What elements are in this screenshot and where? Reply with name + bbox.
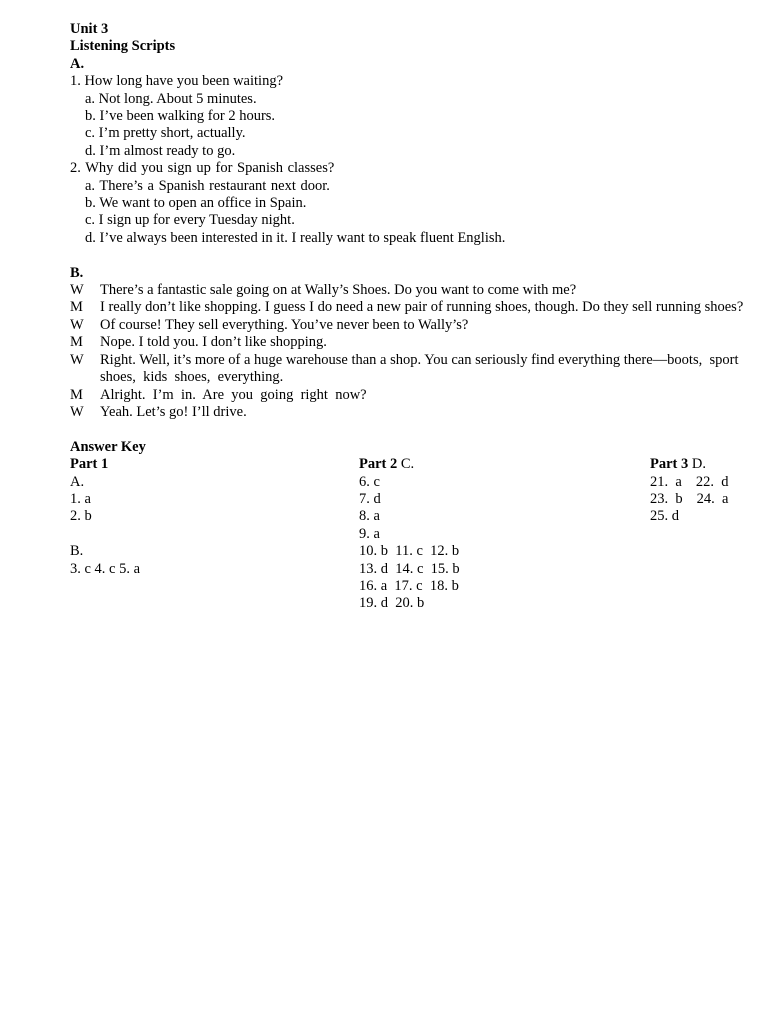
part1-b-label: B. xyxy=(70,543,84,560)
part1-a-label: A. xyxy=(70,473,85,490)
question-block xyxy=(70,160,750,247)
spacer xyxy=(70,247,750,264)
speaker-label: M xyxy=(70,386,83,403)
speech-text: I really don’t like shopping. I guess I do need a new pair of running shoes, though. Do they sell running shoes? xyxy=(100,299,744,316)
answer-key-title: Answer Key xyxy=(70,438,146,455)
speech-text: Nope. I told you. I don’t like shopping. xyxy=(100,334,327,351)
speaker-label: M xyxy=(70,299,83,316)
dialogue-line xyxy=(70,299,750,316)
answer-option: d. I’ve always been interested in it. I really want to speak fluent English. xyxy=(85,229,506,246)
answer-option: c. I’m pretty short, actually. xyxy=(85,125,246,142)
answer-item: 13. d 14. c 15. b xyxy=(359,560,460,577)
speaker-label: M xyxy=(70,334,83,351)
answer-option: d. I’m almost ready to go. xyxy=(85,142,236,159)
answer-item: 16. a 17. c 18. b xyxy=(359,577,459,594)
speaker-label: W xyxy=(70,351,84,368)
answer-item: 19. d 20. b xyxy=(359,595,425,612)
answer-item: 9. a xyxy=(359,525,380,542)
part-a-label: A. xyxy=(70,55,85,72)
part2-sub-label: C. xyxy=(400,456,415,473)
answer-item: 21. a xyxy=(650,473,682,490)
answer-item: 7. d xyxy=(359,490,381,507)
answer-item: 25. d xyxy=(650,508,679,525)
answer-item: 3. c 4. c 5. a xyxy=(70,560,141,577)
dialogue-line xyxy=(70,387,750,404)
answer-item: 1. a xyxy=(70,490,91,507)
answer-row xyxy=(650,474,728,491)
answer-item: 6. c xyxy=(359,473,380,490)
answer-item: 24. a xyxy=(696,490,729,507)
dialogue-line xyxy=(70,282,750,299)
speech-text: Right. Well, it’s more of a huge warehouse than a shop. You can seriously find everything there—boots, sport shoes, kids shoes, everything. xyxy=(100,351,746,386)
answer-option: a. Not long. About 5 minutes. xyxy=(85,90,257,107)
answer-key-part2 xyxy=(359,456,460,613)
dialogue-line xyxy=(70,352,750,387)
part2-heading: Part 2 xyxy=(359,456,398,473)
part3-heading-line xyxy=(650,456,728,473)
answer-row xyxy=(650,508,728,525)
speaker-label: W xyxy=(70,282,84,299)
dialogue-line xyxy=(70,334,750,351)
part3-heading: Part 3 xyxy=(650,456,689,473)
answer-item: 8. a xyxy=(359,508,380,525)
question-text: 2. Why did you sign up for Spanish classes? xyxy=(70,160,335,177)
dialogue-line xyxy=(70,317,750,334)
answer-item: 23. b xyxy=(650,490,683,507)
part3-sub-label: D. xyxy=(691,456,706,473)
question-text: 1. How long have you been waiting? xyxy=(70,73,284,90)
speech-text: There’s a fantastic sale going on at Wally’s Shoes. Do you want to come with me? xyxy=(100,282,577,299)
speech-text: Alright. I’m in. Are you going right now? xyxy=(100,386,367,403)
question-block xyxy=(70,73,750,160)
answer-option: a. There’s a Spanish restaurant next door. xyxy=(85,177,330,194)
section-title: Listening Scripts xyxy=(70,38,176,55)
answer-option: b. I’ve been walking for 2 hours. xyxy=(85,108,276,125)
part-b-label: B. xyxy=(70,264,84,281)
answer-option: c. I sign up for every Tuesday night. xyxy=(85,212,295,229)
answer-key-part1 xyxy=(70,456,140,578)
spacer xyxy=(70,526,140,543)
answer-key-part3 xyxy=(650,456,728,526)
spacer xyxy=(70,421,750,438)
answer-item: 10. b 11. c 12. b xyxy=(359,543,460,560)
part2-heading-line xyxy=(359,456,460,473)
answer-item: 2. b xyxy=(70,508,92,525)
listening-scripts-document xyxy=(70,21,750,636)
speech-text: Yeah. Let’s go! I’ll drive. xyxy=(100,403,247,420)
unit-title: Unit 3 xyxy=(70,21,109,37)
answer-option: b. We want to open an office in Spain. xyxy=(85,195,307,212)
speaker-label: W xyxy=(70,316,84,333)
dialogue xyxy=(70,282,750,421)
part1-heading: Part 1 xyxy=(70,456,109,473)
speaker-label: W xyxy=(70,403,84,420)
answer-key-columns xyxy=(70,456,750,636)
answer-item: 22. d xyxy=(695,473,729,490)
dialogue-line xyxy=(70,404,750,421)
speech-text: Of course! They sell everything. You’ve never been to Wally’s? xyxy=(100,316,469,333)
answer-row xyxy=(650,491,728,508)
